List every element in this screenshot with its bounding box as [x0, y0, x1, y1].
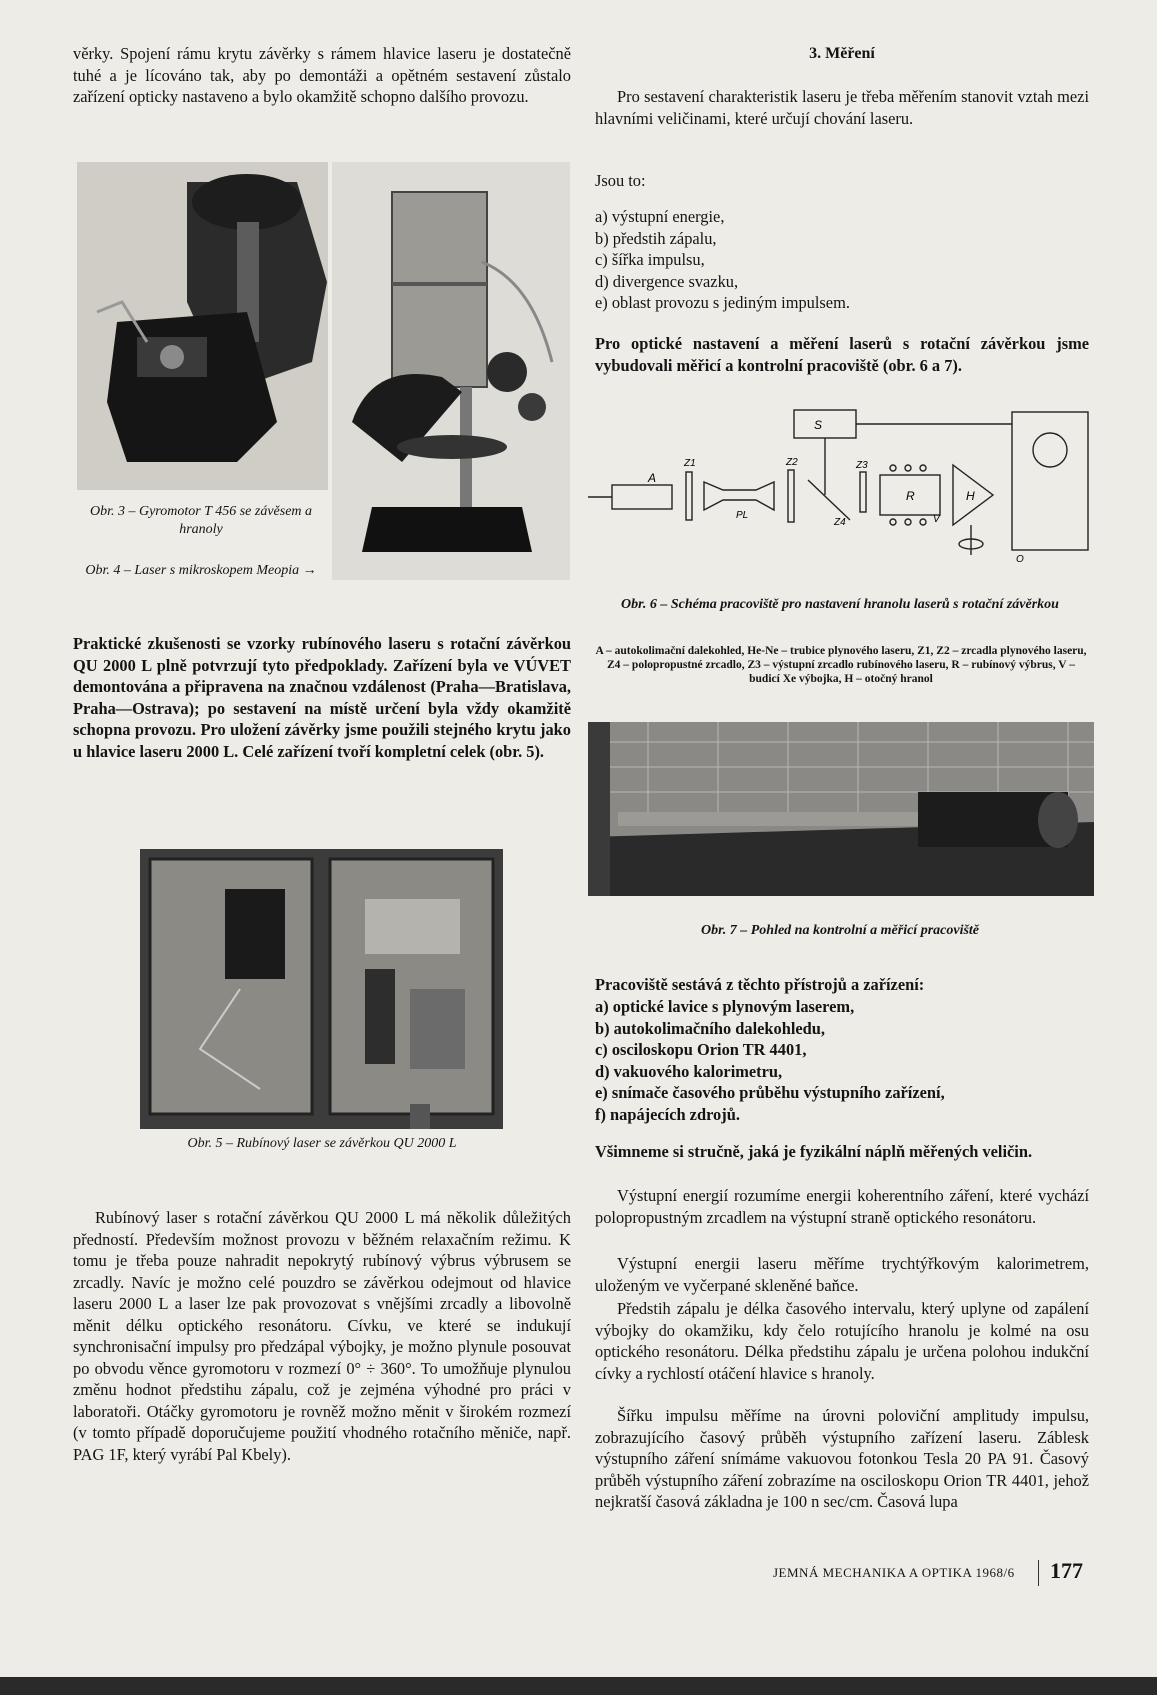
figure-6-legend: A – autokolimační dalekohled, He-Ne – trubice plynového laseru, Z1, Z2 – zrcadla plynového laseru, Z4 – polopropustné zrcadlo, Z3 – výstupní zrcadlo rubínového laseru, R – rubínový výbrus, V – budicí Xe výbojka, H – otočný hranol: [595, 645, 1087, 685]
list-item: e) oblast provozu s jediným impulsem.: [595, 293, 850, 312]
list-item: b) autokolimačního dalekohledu,: [595, 1018, 825, 1038]
journal-footer: JEMNÁ MECHANIKA A OPTIKA 1968/6: [773, 1565, 1015, 1580]
figure-5-caption: Obr. 5 – Rubínový laser se závěrkou QU 2000 L: [187, 1136, 457, 1151]
page-number: 177: [1050, 1558, 1083, 1583]
figure-4-microscope-photo: [332, 162, 570, 580]
figure-7-caption: Obr. 7 – Pohled na kontrolní a měřicí pracoviště: [700, 923, 980, 938]
diagram-label-S: S: [814, 418, 823, 432]
figure-4-caption: Obr. 4 – Laser s mikroskopem Meopia →: [85, 563, 317, 578]
figure-6-caption: Obr. 6 – Schéma pracoviště pro nastavení hranolu laserů s rotační závěrkou: [621, 597, 1059, 612]
diagram-label-Z1: Z1: [684, 458, 696, 469]
paragraph-shutter-frame: věrky. Spojení rámu krytu závěrky s rámem hlavice laseru je dostatečně tuhé a je lícováno tak, aby po demontáži a opětném sestavení zůstalo zařízení opticky nastaveno a bylo okamžitě schopno dalšího provozu.: [73, 44, 571, 106]
list-item: c) osciloskopu Orion TR 4401,: [595, 1040, 807, 1059]
section-heading: 3. Měření: [809, 45, 875, 62]
quantities-list: [595, 206, 1089, 314]
diagram-label-O: O: [1016, 554, 1024, 565]
diagram-label-H: H: [966, 489, 975, 503]
paragraph-measurement-intro: Pro sestavení charakteristik laseru je třeba měřením stanovit vztah mezi hlavními veličinami, které určují chování laseru.: [595, 87, 1089, 128]
equipment-list-intro: Pracoviště sestává z těchto přístrojů a zařízení:: [595, 975, 925, 994]
list-item: a) výstupní energie,: [595, 207, 725, 226]
figure-5-ruby-laser-photo: [140, 849, 503, 1129]
list-item: d) vakuového kalorimetru,: [595, 1061, 783, 1081]
figure-3-gyromotor-photo: [77, 162, 328, 490]
diagram-label-R: R: [906, 489, 915, 503]
paragraph-output-energy: Výstupní energií rozumíme energii koherentního záření, které vychází polopropustným zrcadlem na výstupní straně optického resonátoru.: [595, 1186, 1089, 1227]
paragraph-ruby-laser-advantages: Rubínový laser s rotační závěrkou QU 2000 L má několik důležitých předností. Především možnost provozu v běžném relaxačním režimu. K tomu je třeba pouze nahradit nepokrytý rubínový výbrus výbrusem se zrcadly. Navíc je možno celé pouzdro se závěrkou odejmout od hlavice laseru 2000 L a laser lze pak provozovat s vnějšími zrcadly a libovolně měnit délku optického resonátoru. Cívku, ve které se indukují synchronisační impulsy pro předzápal výbojky, je možno plynule posouvat po obvodu věnce gyromotoru v rozmezí 0° ÷ 360°. To umožňuje plynulou změnu hodnot předstihu zápalu, což je zejména výhodné pro práci v laboratoři. Otáčky gyromotoru je rovněž možno měnit v širokém rozmezí (v tomto případě doporučujeme použití vhodného rotačního měniče, např. PAG 1F, který vyrábí Pal Kbely).: [73, 1208, 571, 1464]
diagram-label-V: V: [933, 514, 940, 525]
footer-divider: [1038, 1560, 1039, 1586]
paragraph-ignition-advance: Předstih zápalu je délka časového intervalu, který uplyne od zapálení výbojky do okamžiku, kdy čelo rotujícího hranolu je kolmé na osu optického resonátoru. Délka předstihu zápalu je určena polohou indukční cívky a rychlostí otáčení hlavice s hranoly.: [595, 1299, 1089, 1383]
paragraph-workplace: Pro optické nastavení a měření laserů s rotační závěrkou jsme vybudovali měřicí a kontrolní pracoviště (obr. 6 a 7).: [595, 334, 1089, 375]
quantities-list-intro: Jsou to:: [595, 171, 646, 190]
list-item: a) optické lavice s plynovým laserem,: [595, 997, 855, 1016]
paragraph-energy-measurement: Výstupní energii laseru měříme trychtýřkovým kalorimetrem, uloženým ve vyčerpané skleněné baňce.: [595, 1254, 1089, 1295]
scan-edge: [0, 1677, 1157, 1695]
figure-7-workplace-photo: [588, 722, 1094, 896]
list-item: f) napájecích zdrojů.: [595, 1104, 740, 1124]
paragraph-practical-experience: Praktické zkušenosti se vzorky rubínového laseru s rotační závěrkou QU 2000 L plně potvrzují tyto předpoklady. Zařízení byla ve VÚVET demontována a připravena na značnou vzdálenost (Praha—Bratislava, Praha—Ostrava); po sestavení na místě určení byla vždy okamžitě schopna provozu. Pro uložení závěrky jsme použili stejného krytu jako u hlavice laseru 2000 L. Celé zařízení tvoří kompletní celek (obr. 5).: [73, 634, 571, 761]
list-item: d) divergence svazku,: [595, 271, 739, 291]
equipment-list: [595, 996, 1089, 1125]
diagram-label-PL: PL: [736, 510, 749, 521]
diagram-label-Z2: Z2: [786, 457, 798, 468]
diagram-label-A: A: [648, 471, 657, 485]
diagram-label-Z3: Z3: [856, 460, 868, 471]
paragraph-measured-quantities: Všimneme si stručně, jaká je fyzikální náplň měřených veličin.: [595, 1142, 1033, 1161]
paragraph-pulse-width: Šířku impulsu měříme na úrovni poloviční amplitudy impulsu, zobrazujícího časový průběh výstupního zařízení laseru. Záblesk výstupního záření snímáme vakuovou fotonkou Tesla 20 PA 91. Časový průběh výstupního záření zobrazíme na osciloskopu Orion TR 4401, jehož nejkratší časová základna je 100 n sec/cm. Časová lupa: [595, 1406, 1089, 1511]
figure-6-schematic: [588, 400, 1093, 570]
diagram-label-Z4: Z4: [834, 517, 846, 528]
list-item: e) snímače časového průběhu výstupního zařízení,: [595, 1083, 945, 1102]
list-item: b) předstih zápalu,: [595, 228, 717, 248]
list-item: c) šířka impulsu,: [595, 250, 705, 269]
figure-3-caption: Obr. 3 – Gyromotor T 456 se závěsem a hranoly: [89, 504, 313, 537]
